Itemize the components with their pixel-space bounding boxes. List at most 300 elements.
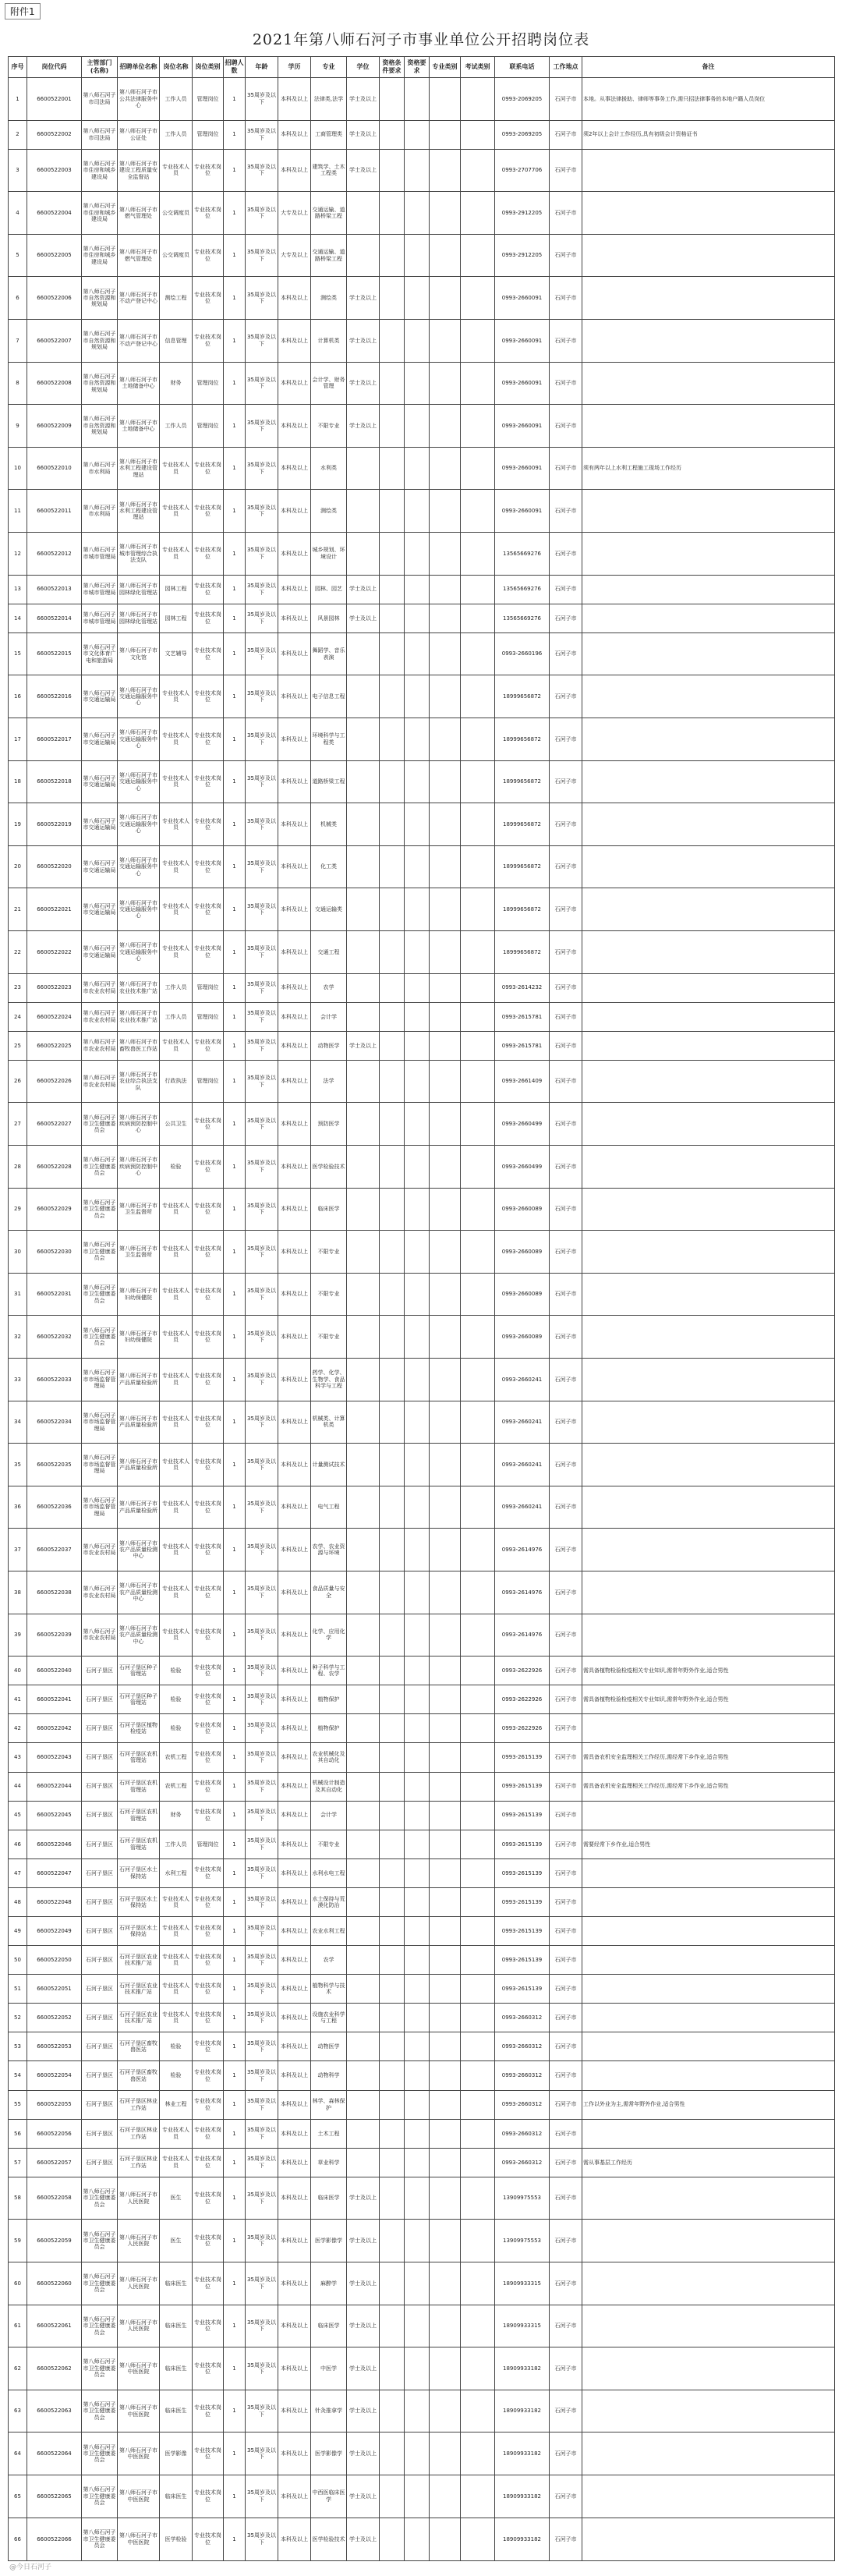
table-cell-req <box>405 490 430 533</box>
table-cell-edu: 本科及以上 <box>278 1486 311 1529</box>
table-cell-qual <box>380 930 405 973</box>
table-row <box>9 2061 835 2090</box>
table-cell-remark <box>582 1714 835 1743</box>
table-cell-qual <box>380 845 405 888</box>
table-cell-req <box>405 149 430 192</box>
table-cell-cat: 专业技术岗位 <box>193 1614 224 1657</box>
table-cell-cat: 专业技术岗位 <box>193 1188 224 1231</box>
table-cell-exam <box>461 2432 495 2475</box>
table-cell-loc: 石河子市 <box>550 120 582 149</box>
table-cell-remark <box>582 1231 835 1274</box>
table-cell-exam <box>461 1146 495 1189</box>
table-cell-dept: 石河子垦区 <box>82 1975 118 2004</box>
table-row <box>9 1801 835 1830</box>
table-cell-loc: 石河子市 <box>550 1031 582 1060</box>
table-cell-degree <box>347 533 380 576</box>
table-cell-num: 1 <box>224 1146 246 1189</box>
table-cell-age: 35周岁及以下 <box>246 1830 278 1858</box>
table-cell-degree <box>347 2090 380 2119</box>
table-cell-loc: 石河子市 <box>550 2148 582 2177</box>
table-cell-type <box>430 149 461 192</box>
table-cell-unit: 石河子垦区畜牧兽医站 <box>118 2061 160 2090</box>
table-cell-post: 专业技术人员 <box>160 888 193 931</box>
table-cell-loc: 石河子市 <box>550 2305 582 2347</box>
table-cell-loc: 石河子市 <box>550 1231 582 1274</box>
table-cell-type <box>430 362 461 405</box>
table-cell-loc: 石河子市 <box>550 1917 582 1946</box>
table-cell-n: 12 <box>9 533 27 576</box>
table-cell-loc: 石河子市 <box>550 803 582 846</box>
table-cell-edu: 本科及以上 <box>278 1657 311 1685</box>
table-cell-edu: 本科及以上 <box>278 2220 311 2262</box>
table-cell-post: 专业技术人员 <box>160 2119 193 2148</box>
table-cell-cat: 专业技术岗位 <box>193 1975 224 2004</box>
table-cell-code: 6600522029 <box>27 1188 82 1231</box>
table-cell-tel: 0993-2615781 <box>495 1031 550 1060</box>
table-cell-edu: 本科及以上 <box>278 2432 311 2475</box>
table-cell-cat: 专业技术岗位 <box>193 675 224 718</box>
table-cell-code: 6600522008 <box>27 362 82 405</box>
table-cell-remark <box>582 930 835 973</box>
table-cell-loc: 石河子市 <box>550 632 582 675</box>
table-cell-type <box>430 234 461 277</box>
table-cell-post: 专业技术人员 <box>160 718 193 761</box>
table-cell-req <box>405 1444 430 1486</box>
table-cell-exam <box>461 234 495 277</box>
table-cell-tel: 18909933182 <box>495 2390 550 2432</box>
table-cell-n: 10 <box>9 447 27 490</box>
table-row <box>9 1657 835 1685</box>
table-cell-degree <box>347 1103 380 1146</box>
table-cell-n: 18 <box>9 760 27 803</box>
table-cell-code: 6600522060 <box>27 2262 82 2305</box>
table-cell-unit: 第八师石河子市农业技术推广站 <box>118 973 160 1002</box>
table-cell-n: 14 <box>9 604 27 632</box>
table-cell-num: 1 <box>224 1614 246 1657</box>
table-cell-degree <box>347 234 380 277</box>
table-row <box>9 2148 835 2177</box>
table-cell-cat: 专业技术岗位 <box>193 1657 224 1685</box>
table-cell-exam <box>461 1103 495 1146</box>
table-cell-qual <box>380 2090 405 2119</box>
table-cell-post: 专业技术人员 <box>160 1529 193 1571</box>
table-cell-cat: 专业技术岗位 <box>193 1714 224 1743</box>
table-cell-dept: 石河子垦区 <box>82 1858 118 1887</box>
table-cell-remark: 需从事基层工作经历 <box>582 2148 835 2177</box>
table-cell-post: 行政执法 <box>160 1060 193 1103</box>
table-cell-type <box>430 1031 461 1060</box>
table-cell-cat: 专业技术岗位 <box>193 1444 224 1486</box>
table-cell-n: 21 <box>9 888 27 931</box>
table-cell-code: 6600522031 <box>27 1273 82 1316</box>
table-cell-exam <box>461 2390 495 2432</box>
table-cell-dept: 第八师石河子市交通运输局 <box>82 888 118 931</box>
table-cell-qual <box>380 2148 405 2177</box>
table-cell-req <box>405 120 430 149</box>
table-cell-dept: 第八师石河子市卫生健康委员会 <box>82 2262 118 2305</box>
table-cell-degree <box>347 845 380 888</box>
table-cell-age: 35周岁及以下 <box>246 845 278 888</box>
header-cell: 联系电话 <box>495 57 550 78</box>
table-cell-num: 1 <box>224 1359 246 1401</box>
table-cell-age: 35周岁及以下 <box>246 120 278 149</box>
table-cell-loc: 石河子市 <box>550 2347 582 2390</box>
table-cell-loc: 石河子市 <box>550 320 582 363</box>
table-cell-degree <box>347 718 380 761</box>
table-cell-exam <box>461 1060 495 1103</box>
table-cell-unit: 第八师石河子市产品质量检验所 <box>118 1486 160 1529</box>
table-cell-qual <box>380 1946 405 1975</box>
table-cell-tel: 0993-2660312 <box>495 2004 550 2032</box>
table-cell-num: 1 <box>224 1103 246 1146</box>
table-cell-dept: 第八师石河子市自然资源和规划局 <box>82 362 118 405</box>
table-cell-unit: 石河子垦区种子管理站 <box>118 1685 160 1714</box>
table-cell-tel: 0993-2615139 <box>495 1887 550 1916</box>
table-cell-exam <box>461 149 495 192</box>
table-cell-post: 公共卫生 <box>160 1103 193 1146</box>
table-cell-remark <box>582 2518 835 2560</box>
table-cell-cat: 专业技术岗位 <box>193 2475 224 2518</box>
table-row <box>9 1444 835 1486</box>
table-cell-req <box>405 973 430 1002</box>
table-cell-dept: 第八师石河子市卫生健康委员会 <box>82 2220 118 2262</box>
table-cell-num: 1 <box>224 2032 246 2061</box>
table-cell-n: 30 <box>9 1231 27 1274</box>
table-cell-req <box>405 1917 430 1946</box>
table-cell-exam <box>461 803 495 846</box>
table-cell-dept: 石河子垦区 <box>82 2090 118 2119</box>
table-cell-unit: 第八师石河子市中医医院 <box>118 2390 160 2432</box>
table-cell-major: 农学 <box>311 973 347 1002</box>
table-cell-code: 6600522063 <box>27 2390 82 2432</box>
table-cell-dept: 石河子垦区 <box>82 1917 118 1946</box>
table-cell-loc: 石河子市 <box>550 1614 582 1657</box>
table-cell-post: 农机工程 <box>160 1743 193 1772</box>
table-cell-unit: 石河子垦区林业工作站 <box>118 2148 160 2177</box>
table-cell-qual <box>380 1444 405 1486</box>
table-cell-cat: 专业技术岗位 <box>193 234 224 277</box>
table-row <box>9 320 835 363</box>
table-cell-remark <box>582 1887 835 1916</box>
table-cell-qual <box>380 1401 405 1444</box>
table-cell-loc: 石河子市 <box>550 234 582 277</box>
table-cell-num: 1 <box>224 320 246 363</box>
table-cell-code: 6600522040 <box>27 1657 82 1685</box>
table-cell-degree <box>347 1444 380 1486</box>
table-cell-age: 35周岁及以下 <box>246 2390 278 2432</box>
table-cell-cat: 专业技术岗位 <box>193 2347 224 2390</box>
table-cell-code: 6600522024 <box>27 1002 82 1031</box>
table-cell-remark <box>582 2475 835 2518</box>
table-cell-loc: 石河子市 <box>550 1060 582 1103</box>
table-cell-unit: 石河子垦区水土保持站 <box>118 1917 160 1946</box>
table-cell-req <box>405 2119 430 2148</box>
table-cell-type <box>430 1486 461 1529</box>
table-cell-code: 6600522007 <box>27 320 82 363</box>
table-cell-remark: 工作以外业为主,需常年野外作业,适合男性 <box>582 2090 835 2119</box>
header-cell: 工作地点 <box>550 57 582 78</box>
table-cell-remark <box>582 320 835 363</box>
table-cell-num: 1 <box>224 490 246 533</box>
table-cell-age: 35周岁及以下 <box>246 192 278 235</box>
table-cell-unit: 石河子垦区农机管理站 <box>118 1772 160 1801</box>
table-cell-age: 35周岁及以下 <box>246 78 278 121</box>
table-cell-remark <box>582 845 835 888</box>
table-cell-major: 临床医学 <box>311 2177 347 2220</box>
table-cell-tel: 18999656872 <box>495 888 550 931</box>
table-cell-req <box>405 2390 430 2432</box>
table-cell-tel: 0993-2660241 <box>495 1401 550 1444</box>
table-cell-age: 35周岁及以下 <box>246 2004 278 2032</box>
table-cell-num: 1 <box>224 1401 246 1444</box>
table-cell-remark <box>582 760 835 803</box>
table-cell-dept: 第八师石河子市水利局 <box>82 490 118 533</box>
table-cell-loc: 石河子市 <box>550 973 582 1002</box>
table-row <box>9 2390 835 2432</box>
table-cell-edu: 本科及以上 <box>278 447 311 490</box>
table-cell-post: 专业技术人员 <box>160 1975 193 2004</box>
table-cell-qual <box>380 1743 405 1772</box>
table-cell-num: 1 <box>224 234 246 277</box>
table-cell-unit: 第八师石河子市产品质量检验所 <box>118 1444 160 1486</box>
table-cell-tel: 0993-2615139 <box>495 1975 550 2004</box>
table-cell-qual <box>380 1359 405 1401</box>
table-cell-dept: 第八师石河子市水利局 <box>82 447 118 490</box>
table-cell-edu: 本科及以上 <box>278 2390 311 2432</box>
table-cell-loc: 石河子市 <box>550 1772 582 1801</box>
table-cell-degree <box>347 1316 380 1359</box>
table-cell-n: 55 <box>9 2090 27 2119</box>
table-cell-remark <box>582 1946 835 1975</box>
table-cell-type <box>430 1946 461 1975</box>
header-cell: 备注 <box>582 57 835 78</box>
table-cell-edu: 本科及以上 <box>278 2475 311 2518</box>
header-cell: 专业 <box>311 57 347 78</box>
table-cell-major: 针灸推拿学 <box>311 2390 347 2432</box>
table-cell-n: 48 <box>9 1887 27 1916</box>
table-cell-num: 1 <box>224 78 246 121</box>
table-cell-post: 信息管理 <box>160 320 193 363</box>
table-cell-dept: 第八师石河子市市场监督管理局 <box>82 1486 118 1529</box>
table-cell-cat: 管理岗位 <box>193 120 224 149</box>
table-cell-loc: 石河子市 <box>550 1486 582 1529</box>
table-cell-tel: 0993-2660091 <box>495 277 550 320</box>
table-cell-qual <box>380 490 405 533</box>
table-cell-remark <box>582 192 835 235</box>
table-cell-type <box>430 2475 461 2518</box>
table-cell-unit: 第八师石河子市人民医院 <box>118 2220 160 2262</box>
table-cell-loc: 石河子市 <box>550 1801 582 1830</box>
table-cell-exam <box>461 2518 495 2560</box>
table-row <box>9 1614 835 1657</box>
table-cell-remark <box>582 362 835 405</box>
table-cell-loc: 石河子市 <box>550 2432 582 2475</box>
table-cell-remark <box>582 1486 835 1529</box>
table-cell-age: 35周岁及以下 <box>246 803 278 846</box>
table-cell-major: 机械设计制造及其自动化 <box>311 1772 347 1801</box>
table-cell-n: 35 <box>9 1444 27 1486</box>
table-cell-tel: 0993-2069205 <box>495 120 550 149</box>
table-cell-req <box>405 192 430 235</box>
table-cell-remark: 需具备农机安全监理相关工作经历,需经常下乡作业,适合男性 <box>582 1772 835 1801</box>
table-cell-exam <box>461 405 495 448</box>
table-row <box>9 2177 835 2220</box>
table-cell-loc: 石河子市 <box>550 845 582 888</box>
table-row <box>9 1975 835 2004</box>
table-cell-degree: 学士及以上 <box>347 2475 380 2518</box>
table-cell-num: 1 <box>224 447 246 490</box>
table-cell-loc: 石河子市 <box>550 1273 582 1316</box>
table-row <box>9 1316 835 1359</box>
table-cell-major: 动物医学 <box>311 1031 347 1060</box>
table-cell-code: 6600522042 <box>27 1714 82 1743</box>
header-cell: 资格条件要求 <box>380 57 405 78</box>
table-cell-degree <box>347 1830 380 1858</box>
table-cell-unit: 第八师石河子市卫生监督所 <box>118 1231 160 1274</box>
table-row <box>9 1917 835 1946</box>
table-cell-remark: 须2年以上会计工作经历,具有初级会计资格证书 <box>582 120 835 149</box>
table-cell-post: 临床医生 <box>160 2390 193 2432</box>
table-cell-remark <box>582 533 835 576</box>
table-cell-exam <box>461 2148 495 2177</box>
table-cell-edu: 本科及以上 <box>278 1031 311 1060</box>
table-cell-degree <box>347 760 380 803</box>
table-cell-type <box>430 973 461 1002</box>
header-cell: 学历 <box>278 57 311 78</box>
table-cell-degree <box>347 1858 380 1887</box>
table-cell-degree: 学士及以上 <box>347 405 380 448</box>
table-cell-remark <box>582 1614 835 1657</box>
table-cell-major: 药学、化学、生物学、食品科学与工程 <box>311 1359 347 1401</box>
table-cell-major: 临床医学 <box>311 1188 347 1231</box>
table-cell-cat: 专业技术岗位 <box>193 803 224 846</box>
table-cell-req <box>405 1401 430 1444</box>
table-cell-cat: 专业技术岗位 <box>193 2177 224 2220</box>
table-cell-degree <box>347 1801 380 1830</box>
table-cell-code: 6600522045 <box>27 1801 82 1830</box>
table-cell-n: 39 <box>9 1614 27 1657</box>
table-cell-type <box>430 1529 461 1571</box>
table-cell-exam <box>461 1401 495 1444</box>
table-cell-qual <box>380 2432 405 2475</box>
table-cell-exam <box>461 2177 495 2220</box>
table-cell-exam <box>461 1657 495 1685</box>
table-cell-code: 6600522044 <box>27 1772 82 1801</box>
table-cell-code: 6600522019 <box>27 803 82 846</box>
table-cell-code: 6600522001 <box>27 78 82 121</box>
table-cell-post: 专业技术人员 <box>160 1359 193 1401</box>
table-cell-qual <box>380 1188 405 1231</box>
table-cell-num: 1 <box>224 1060 246 1103</box>
table-cell-degree <box>347 1188 380 1231</box>
table-cell-age: 35周岁及以下 <box>246 2475 278 2518</box>
table-cell-qual <box>380 760 405 803</box>
table-cell-code: 6600522059 <box>27 2220 82 2262</box>
table-cell-post: 专业技术人员 <box>160 1887 193 1916</box>
table-cell-num: 1 <box>224 1743 246 1772</box>
table-cell-num: 1 <box>224 533 246 576</box>
table-cell-edu: 本科及以上 <box>278 675 311 718</box>
table-cell-tel: 0993-2660089 <box>495 1273 550 1316</box>
table-cell-unit: 石河子垦区林业工作站 <box>118 2119 160 2148</box>
table-cell-loc: 石河子市 <box>550 1359 582 1401</box>
header-cell: 岗位代码 <box>27 57 82 78</box>
table-cell-num: 1 <box>224 718 246 761</box>
table-cell-post: 医学影像 <box>160 2432 193 2475</box>
table-row <box>9 973 835 1002</box>
table-cell-cat: 专业技术岗位 <box>193 718 224 761</box>
table-cell-type <box>430 405 461 448</box>
table-cell-code: 6600522005 <box>27 234 82 277</box>
table-cell-tel: 0993-2660089 <box>495 1188 550 1231</box>
table-cell-degree: 学士及以上 <box>347 2305 380 2347</box>
table-cell-dept: 石河子垦区 <box>82 2004 118 2032</box>
table-cell-unit: 第八师石河子市疾病预防控制中心 <box>118 1103 160 1146</box>
table-cell-code: 6600522032 <box>27 1316 82 1359</box>
table-cell-degree <box>347 1401 380 1444</box>
table-cell-degree <box>347 490 380 533</box>
table-cell-post: 临床医生 <box>160 2305 193 2347</box>
table-cell-age: 35周岁及以下 <box>246 320 278 363</box>
table-cell-post: 财务 <box>160 1801 193 1830</box>
table-cell-degree: 学士及以上 <box>347 320 380 363</box>
table-cell-post: 检验 <box>160 1714 193 1743</box>
table-cell-qual <box>380 362 405 405</box>
table-cell-unit: 第八师石河子市交通运输服务中心 <box>118 930 160 973</box>
table-cell-req <box>405 1031 430 1060</box>
table-row <box>9 1359 835 1401</box>
table-cell-exam <box>461 632 495 675</box>
table-cell-tel: 0993-2615139 <box>495 1743 550 1772</box>
table-cell-age: 35周岁及以下 <box>246 760 278 803</box>
table-cell-req <box>405 2432 430 2475</box>
table-cell-edu: 本科及以上 <box>278 2177 311 2220</box>
table-row <box>9 803 835 846</box>
table-cell-major: 中西医临床医学 <box>311 2475 347 2518</box>
table-cell-qual <box>380 1103 405 1146</box>
table-cell-cat: 专业技术岗位 <box>193 1917 224 1946</box>
table-cell-num: 1 <box>224 760 246 803</box>
table-cell-cat: 专业技术岗位 <box>193 1316 224 1359</box>
table-cell-cat: 专业技术岗位 <box>193 1685 224 1714</box>
table-cell-degree <box>347 1614 380 1657</box>
table-cell-code: 6600522026 <box>27 1060 82 1103</box>
table-cell-tel: 0993-2660196 <box>495 632 550 675</box>
table-cell-loc: 石河子市 <box>550 2061 582 2090</box>
table-cell-cat: 专业技术岗位 <box>193 320 224 363</box>
table-cell-degree <box>347 973 380 1002</box>
table-cell-remark <box>582 803 835 846</box>
table-cell-degree <box>347 1917 380 1946</box>
table-cell-dept: 石河子垦区 <box>82 2119 118 2148</box>
table-cell-qual <box>380 1060 405 1103</box>
table-row <box>9 1401 835 1444</box>
table-cell-qual <box>380 533 405 576</box>
table-cell-code: 6600522022 <box>27 930 82 973</box>
table-cell-remark <box>582 2119 835 2148</box>
table-cell-degree: 学士及以上 <box>347 604 380 632</box>
table-cell-type <box>430 1146 461 1189</box>
table-cell-num: 1 <box>224 604 246 632</box>
table-cell-n: 29 <box>9 1188 27 1231</box>
table-cell-cat: 专业技术岗位 <box>193 1401 224 1444</box>
table-cell-degree <box>347 2032 380 2061</box>
table-cell-qual <box>380 78 405 121</box>
table-cell-type <box>430 1316 461 1359</box>
table-cell-type <box>430 2432 461 2475</box>
table-cell-code: 6600522018 <box>27 760 82 803</box>
table-cell-code: 6600522014 <box>27 604 82 632</box>
